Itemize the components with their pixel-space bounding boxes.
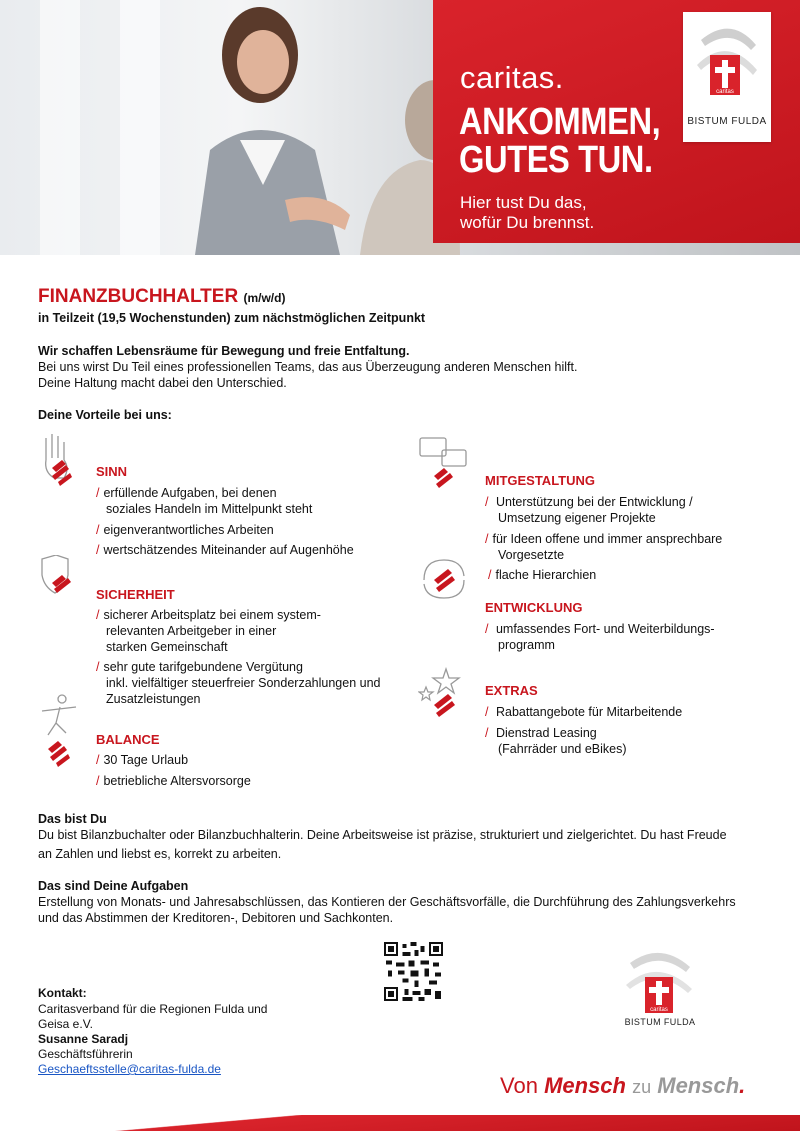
profile-heading: Das bist Du (38, 812, 107, 826)
benefit-balance-item: / betriebliche Altersvorsorge (96, 774, 251, 788)
benefit-sicherheit-item: Zusatzleistungen (106, 692, 201, 706)
profile-line-2: an Zahlen und liebst es, korrekt zu arbeiten. (38, 847, 282, 861)
benefit-sicherheit-item: / sehr gute tarifgebundene Vergütung (96, 660, 303, 674)
benefit-sicherheit-title: SICHERHEIT (96, 587, 175, 602)
tasks-heading: Das sind Deine Aufgaben (38, 879, 189, 893)
benefit-sicherheit-item: relevanten Arbeitgeber in einer (106, 624, 277, 638)
job-title (38, 286, 285, 308)
window-pane (120, 0, 160, 255)
benefit-mitgestaltung-item: Vorgesetzte (498, 548, 565, 562)
job-title-text: FINANZBUCHHALTER (38, 286, 239, 307)
benefit-entwicklung-item: / umfassendes Fort- und Weiterbildungs- (485, 622, 715, 636)
intro-bold: Wir schaffen Lebensräume für Bewegung und freie Entfaltung. (38, 344, 410, 358)
hand-icon (38, 432, 78, 488)
contact-heading: Kontakt: (38, 986, 87, 1000)
slogan-line-1: ANKOMMEN, (459, 101, 661, 143)
shield-icon (38, 555, 78, 595)
benefit-sinn-item: soziales Handeln im Mittelpunkt steht (106, 502, 313, 516)
benefit-sicherheit-item: inkl. vielfältiger steuerfreier Sonderzahlungen und (106, 676, 381, 690)
sig-mensch-1: Mensch (544, 1073, 626, 1098)
tasks-line-1: Erstellung von Monats- und Jahresabschlüssen, das Kontieren der Geschäftsvorfälle, die Durchführung des Zahlungsverkehrs (38, 895, 736, 909)
logo-word: caritas (716, 89, 734, 95)
growth-cycle-icon (418, 556, 470, 602)
slogan-line-2: GUTES TUN. (459, 139, 653, 181)
contact-org-1: Caritasverband für die Regionen Fulda und (38, 1002, 268, 1016)
benefit-mitgestaltung-title: MITGESTALTUNG (485, 473, 596, 488)
photo-woman-handshake (175, 0, 355, 255)
benefit-sinn-item: / eigenverantwortliches Arbeiten (96, 523, 274, 537)
benefit-mitgestaltung-item: Umsetzung eigener Projekte (498, 511, 656, 525)
sig-zu: zu (632, 1077, 652, 1097)
profile-line-1: Du bist Bilanzbuchalter oder Bilanzbuchhalterin. Deine Arbeitsweise ist präzise, strukturiert und zielgerichtet. Du hast Freude (38, 828, 727, 842)
logo-word: caritas (650, 1007, 668, 1013)
benefit-entwicklung-title: ENTWICKLUNG (485, 600, 583, 615)
chat-bubbles-icon (418, 436, 470, 488)
hero-banner (0, 0, 800, 255)
caritas-logo-footer (620, 945, 700, 1035)
benefit-mitgestaltung-item: / flache Hierarchien (488, 568, 597, 582)
contact-role: Geschäftsführerin (38, 1047, 133, 1061)
tasks-line-2: und das Abstimmen der Kreditoren-, Debitoren und Sachkonten. (38, 911, 394, 925)
hero-slogan (459, 103, 660, 179)
bottom-red-bar (0, 1115, 800, 1131)
subslogan-line-2: wofür Du brennst. (460, 213, 595, 232)
benefit-extras-item: (Fahrräder und eBikes) (498, 742, 627, 756)
benefit-entwicklung-item: programm (498, 638, 555, 652)
intro-line-1: Bei uns wirst Du Teil eines professionellen Teams, das aus Überzeugung anderen Menschen hilft. (38, 360, 578, 374)
logo-swoosh (620, 945, 700, 1015)
stars-icon (418, 667, 468, 719)
benefits-heading: Deine Vorteile bei uns: (38, 408, 172, 422)
benefit-sicherheit-item: starken Gemeinschaft (106, 640, 228, 654)
benefit-mitgestaltung-item: / Unterstützung bei der Entwicklung / (485, 495, 693, 509)
benefit-balance-item: / 30 Tage Urlaub (96, 753, 189, 767)
caritas-logo (683, 12, 771, 142)
benefit-sinn-item: / erfüllende Aufgaben, bei denen (96, 486, 277, 500)
brand-wordmark: caritas. (460, 60, 564, 95)
job-gender: (m/w/d) (243, 291, 286, 305)
job-subtitle: in Teilzeit (19,5 Wochenstunden) zum nächstmöglichen Zeitpunkt (38, 311, 426, 325)
benefit-mitgestaltung-item: / für Ideen offene und immer ansprechbare (485, 532, 723, 546)
hero-subslogan (460, 193, 594, 233)
intro-line-2: Deine Haltung macht dabei den Unterschied. (38, 376, 287, 390)
sig-dot: . (739, 1073, 746, 1098)
benefit-sinn-title: SINN (96, 464, 128, 479)
contact-org-2: Geisa e.V. (38, 1017, 93, 1031)
benefit-sinn-item: / wertschätzendes Miteinander auf Augenhöhe (96, 543, 354, 557)
balance-figure-icon (38, 693, 78, 768)
sig-von: Von (500, 1073, 538, 1098)
window-pane (40, 0, 80, 255)
logo-region: BISTUM FULDA (624, 1017, 696, 1027)
qr-code[interactable] (384, 942, 443, 1001)
caritas-cross-icon (710, 55, 740, 95)
contact-email-link[interactable]: Geschaeftsstelle@caritas-fulda.de (38, 1062, 221, 1076)
logo-region: BISTUM FULDA (687, 116, 767, 127)
signature-slogan (500, 1073, 745, 1099)
subslogan-line-1: Hier tust Du das, (460, 193, 587, 212)
contact-name: Susanne Saradj (38, 1032, 129, 1046)
sig-mensch-2: Mensch (657, 1073, 740, 1098)
benefit-extras-title: EXTRAS (485, 683, 538, 698)
benefit-extras-item: / Dienstrad Leasing (485, 726, 597, 740)
benefit-sicherheit-item: / sicherer Arbeitsplatz bei einem system- (96, 608, 321, 622)
benefit-extras-item: / Rabattangebote für Mitarbeitende (485, 705, 683, 719)
benefit-balance-title: BALANCE (96, 732, 160, 747)
